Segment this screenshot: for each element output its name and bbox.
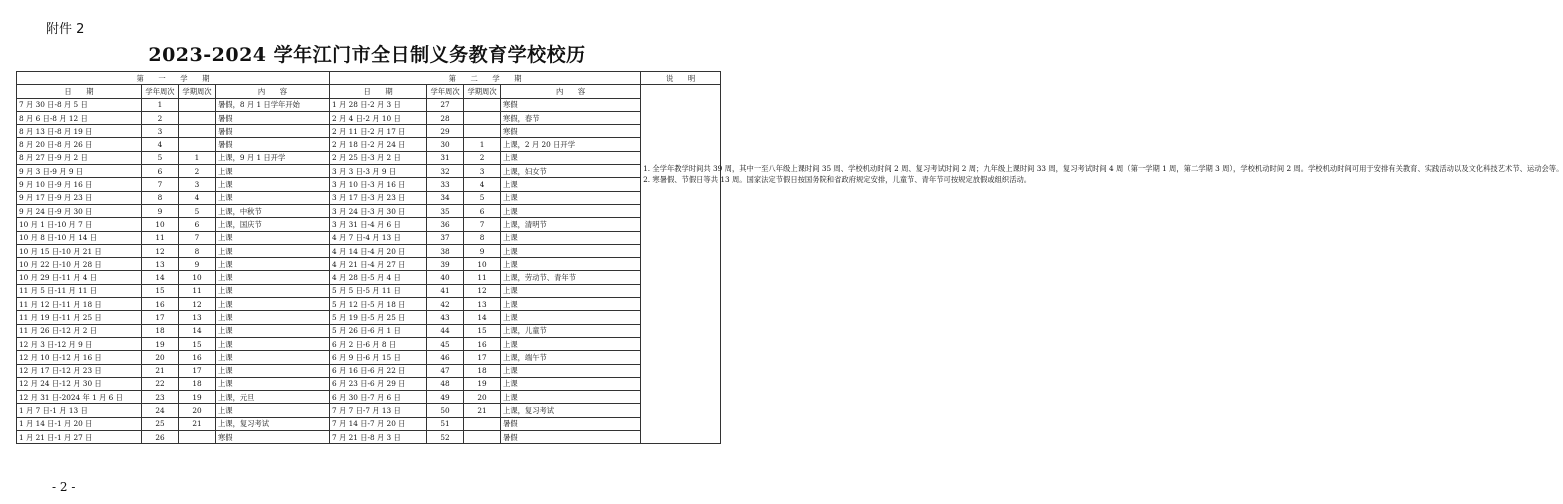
content-term2: 上课 <box>501 178 641 191</box>
content-term2: 上课 <box>501 191 641 204</box>
term-week-term1: 17 <box>179 364 216 377</box>
col-date-term1: 日 期 <box>17 85 142 98</box>
term-week-term2: 17 <box>464 351 501 364</box>
date-term1: 9 月 3 日-9 月 9 日 <box>17 165 142 178</box>
term-week-term1: 19 <box>179 391 216 404</box>
year-week-term1: 1 <box>142 98 179 111</box>
content-term1: 上课 <box>216 231 330 244</box>
year-week-term2: 39 <box>427 258 464 271</box>
note-cell <box>641 85 1563 444</box>
year-week-term2: 38 <box>427 244 464 257</box>
date-term1: 11 月 19 日-11 月 25 日 <box>17 311 142 324</box>
year-week-term1: 21 <box>142 364 179 377</box>
term-week-term1: 14 <box>179 324 216 337</box>
table-row <box>17 337 721 350</box>
table-row <box>17 151 721 164</box>
date-term2: 5 月 12 日-5 月 18 日 <box>330 298 427 311</box>
year-week-term1: 5 <box>142 151 179 164</box>
content-term1: 上课，复习考试 <box>216 417 330 430</box>
content-term1: 上课，中秋节 <box>216 204 330 217</box>
school-calendar-table <box>16 71 1563 444</box>
year-week-term1: 10 <box>142 218 179 231</box>
term-week-term1 <box>179 125 216 138</box>
date-term2: 5 月 5 日-5 月 11 日 <box>330 284 427 297</box>
table-row <box>17 298 721 311</box>
year-week-term2: 44 <box>427 324 464 337</box>
year-week-term1: 11 <box>142 231 179 244</box>
content-term2: 寒假 <box>501 125 641 138</box>
term-week-term2: 19 <box>464 377 501 390</box>
date-term1: 8 月 6 日-8 月 12 日 <box>17 111 142 124</box>
date-term2: 7 月 21 日-8 月 3 日 <box>330 431 427 444</box>
term-week-term1: 9 <box>179 258 216 271</box>
term-week-term2: 12 <box>464 284 501 297</box>
content-term1: 暑假 <box>216 111 330 124</box>
content-term2: 寒假 <box>501 98 641 111</box>
content-term2: 上课 <box>501 311 641 324</box>
year-week-term1: 12 <box>142 244 179 257</box>
content-term2: 上课 <box>501 298 641 311</box>
term-week-term2: 14 <box>464 311 501 324</box>
term-week-term1: 15 <box>179 337 216 350</box>
table-row <box>17 258 721 271</box>
col-term-week-term1: 学期周次 <box>179 85 216 98</box>
table-row <box>17 204 721 217</box>
term-week-term2: 3 <box>464 165 501 178</box>
date-term1: 10 月 29 日-11 月 4 日 <box>17 271 142 284</box>
content-term1: 上课 <box>216 377 330 390</box>
date-term1: 10 月 8 日-10 月 14 日 <box>17 231 142 244</box>
term-week-term2: 10 <box>464 258 501 271</box>
term-week-term1: 20 <box>179 404 216 417</box>
term-week-term2 <box>464 417 501 430</box>
term-week-term1: 3 <box>179 178 216 191</box>
term-week-term2: 1 <box>464 138 501 151</box>
term-week-term2: 15 <box>464 324 501 337</box>
date-term1: 9 月 17 日-9 月 23 日 <box>17 191 142 204</box>
year-week-term1: 20 <box>142 351 179 364</box>
date-term2: 4 月 14 日-4 月 20 日 <box>330 244 427 257</box>
content-term2: 寒假，春节 <box>501 111 641 124</box>
year-week-term2: 48 <box>427 377 464 390</box>
table-row <box>17 431 721 444</box>
content-term1: 上课 <box>216 165 330 178</box>
date-term2: 1 月 28 日-2 月 3 日 <box>330 98 427 111</box>
date-term1: 1 月 7 日-1 月 13 日 <box>17 404 142 417</box>
content-term2: 上课，端午节 <box>501 351 641 364</box>
year-week-term1: 2 <box>142 111 179 124</box>
col-year-week-term2: 学年周次 <box>427 85 464 98</box>
year-week-term2: 50 <box>427 404 464 417</box>
date-term1: 10 月 15 日-10 月 21 日 <box>17 244 142 257</box>
content-term1: 暑假 <box>216 125 330 138</box>
year-week-term2: 51 <box>427 417 464 430</box>
content-term1: 上课 <box>216 324 330 337</box>
table-row <box>17 284 721 297</box>
term-week-term2 <box>464 125 501 138</box>
table-row <box>17 191 721 204</box>
date-term1: 1 月 14 日-1 月 20 日 <box>17 417 142 430</box>
term-week-term1: 5 <box>179 204 216 217</box>
content-term2: 暑假 <box>501 431 641 444</box>
date-term1: 10 月 22 日-10 月 28 日 <box>17 258 142 271</box>
term-week-term2: 8 <box>464 231 501 244</box>
date-term1: 9 月 24 日-9 月 30 日 <box>17 204 142 217</box>
date-term1: 11 月 5 日-11 月 11 日 <box>17 284 142 297</box>
year-week-term2: 42 <box>427 298 464 311</box>
page-title: 2023-2024 学年江门市全日制义务教育学校校历 <box>148 44 586 66</box>
date-term2: 3 月 17 日-3 月 23 日 <box>330 191 427 204</box>
date-term1: 8 月 27 日-9 月 2 日 <box>17 151 142 164</box>
year-week-term1: 23 <box>142 391 179 404</box>
date-term2: 4 月 21 日-4 月 27 日 <box>330 258 427 271</box>
term-week-term1: 11 <box>179 284 216 297</box>
year-week-term2: 34 <box>427 191 464 204</box>
content-term1: 上课，元旦 <box>216 391 330 404</box>
content-term1: 上课 <box>216 258 330 271</box>
date-term2: 3 月 10 日-3 月 16 日 <box>330 178 427 191</box>
content-term2: 上课 <box>501 204 641 217</box>
year-week-term2: 49 <box>427 391 464 404</box>
content-term2: 上课 <box>501 244 641 257</box>
term-week-term2 <box>464 98 501 111</box>
term2-header: 第 二 学 期 <box>330 72 641 85</box>
content-term1: 上课 <box>216 284 330 297</box>
date-term1: 11 月 26 日-12 月 2 日 <box>17 324 142 337</box>
year-week-term2: 27 <box>427 98 464 111</box>
col-content-term2: 内 容 <box>501 85 641 98</box>
content-term1: 上课 <box>216 351 330 364</box>
date-term2: 2 月 11 日-2 月 17 日 <box>330 125 427 138</box>
content-term1: 暑假 <box>216 138 330 151</box>
date-term2: 6 月 23 日-6 月 29 日 <box>330 377 427 390</box>
date-term2: 6 月 30 日-7 月 6 日 <box>330 391 427 404</box>
year-week-term2: 52 <box>427 431 464 444</box>
page-number: - 2 - <box>52 480 76 494</box>
content-term1: 上课 <box>216 271 330 284</box>
table-row <box>17 231 721 244</box>
table-row <box>17 351 721 364</box>
year-week-term1: 13 <box>142 258 179 271</box>
date-term1: 11 月 12 日-11 月 18 日 <box>17 298 142 311</box>
content-term2: 上课 <box>501 231 641 244</box>
content-term1: 上课 <box>216 178 330 191</box>
year-week-term2: 28 <box>427 111 464 124</box>
content-term1: 上课 <box>216 244 330 257</box>
date-term2: 2 月 25 日-3 月 2 日 <box>330 151 427 164</box>
table-row <box>17 111 721 124</box>
date-term1: 10 月 1 日-10 月 7 日 <box>17 218 142 231</box>
year-week-term2: 46 <box>427 351 464 364</box>
attachment-label: 附件 2 <box>46 22 85 37</box>
date-term2: 6 月 16 日-6 月 22 日 <box>330 364 427 377</box>
term-week-term2: 5 <box>464 191 501 204</box>
table-row <box>17 98 721 111</box>
content-term2: 上课，清明节 <box>501 218 641 231</box>
content-term2: 上课 <box>501 377 641 390</box>
table-row <box>17 244 721 257</box>
table-row <box>17 377 721 390</box>
term-week-term2: 6 <box>464 204 501 217</box>
content-term2: 上课，劳动节、青年节 <box>501 271 641 284</box>
year-week-term2: 47 <box>427 364 464 377</box>
note-header: 说 明 <box>641 72 721 85</box>
term-week-term2 <box>464 431 501 444</box>
content-term2: 上课 <box>501 151 641 164</box>
note-item-1: 1. 全学年教学时间共 39 周，其中一至八年级上课时间 35 周、学校机动时间 2 周、复习考试时间 2 周；九年级上课时间 33 周，复习考试时间 4 周（第一学期 1 周，第二学期 3 周），学校机动时间 2 周。学校机动时间可用于安排有关教育、实践活动以及文化科技艺术节、运动会等。 <box>643 164 1563 174</box>
date-term1: 1 月 21 日-1 月 27 日 <box>17 431 142 444</box>
date-term2: 5 月 26 日-6 月 1 日 <box>330 324 427 337</box>
content-term2: 上课 <box>501 258 641 271</box>
term-week-term1: 18 <box>179 377 216 390</box>
year-week-term1: 22 <box>142 377 179 390</box>
content-term1: 上课 <box>216 337 330 350</box>
date-term2: 2 月 4 日-2 月 10 日 <box>330 111 427 124</box>
content-term1: 上课，国庆节 <box>216 218 330 231</box>
col-content-term1: 内 容 <box>216 85 330 98</box>
term-week-term1 <box>179 98 216 111</box>
table-row <box>17 165 721 178</box>
content-term2: 暑假 <box>501 417 641 430</box>
table-row <box>17 138 721 151</box>
year-week-term2: 41 <box>427 284 464 297</box>
table-row <box>17 311 721 324</box>
term-week-term1: 8 <box>179 244 216 257</box>
date-term2: 5 月 19 日-5 月 25 日 <box>330 311 427 324</box>
year-week-term2: 30 <box>427 138 464 151</box>
date-term2: 3 月 24 日-3 月 30 日 <box>330 204 427 217</box>
content-term1: 暑假，8 月 1 日学年开始 <box>216 98 330 111</box>
date-term2: 2 月 18 日-2 月 24 日 <box>330 138 427 151</box>
table-row <box>17 271 721 284</box>
year-week-term2: 29 <box>427 125 464 138</box>
date-term1: 9 月 10 日-9 月 16 日 <box>17 178 142 191</box>
year-week-term1: 14 <box>142 271 179 284</box>
content-term2: 上课 <box>501 364 641 377</box>
term-week-term1: 12 <box>179 298 216 311</box>
term-week-term1: 21 <box>179 417 216 430</box>
content-term1: 上课 <box>216 364 330 377</box>
date-term1: 7 月 30 日-8 月 5 日 <box>17 98 142 111</box>
date-term1: 8 月 20 日-8 月 26 日 <box>17 138 142 151</box>
content-term2: 上课，2 月 20 日开学 <box>501 138 641 151</box>
term-week-term2: 11 <box>464 271 501 284</box>
date-term2: 4 月 28 日-5 月 4 日 <box>330 271 427 284</box>
date-term1: 12 月 10 日-12 月 16 日 <box>17 351 142 364</box>
content-term2: 上课，复习考试 <box>501 404 641 417</box>
term-week-term1: 4 <box>179 191 216 204</box>
col-date-term2: 日 期 <box>330 85 427 98</box>
content-term1: 上课 <box>216 311 330 324</box>
year-week-term1: 4 <box>142 138 179 151</box>
table-row <box>17 125 721 138</box>
term-week-term2: 20 <box>464 391 501 404</box>
term-week-term2: 21 <box>464 404 501 417</box>
content-term1: 上课 <box>216 404 330 417</box>
content-term2: 上课 <box>501 391 641 404</box>
year-week-term2: 36 <box>427 218 464 231</box>
term-week-term2 <box>464 111 501 124</box>
year-week-term2: 31 <box>427 151 464 164</box>
content-term2: 上课 <box>501 337 641 350</box>
term-week-term1: 10 <box>179 271 216 284</box>
year-week-term1: 7 <box>142 178 179 191</box>
content-term2: 上课，儿童节 <box>501 324 641 337</box>
term-week-term2: 7 <box>464 218 501 231</box>
table-row <box>17 417 721 430</box>
col-year-week-term1: 学年周次 <box>142 85 179 98</box>
year-week-term1: 25 <box>142 417 179 430</box>
year-week-term1: 8 <box>142 191 179 204</box>
term-week-term1 <box>179 138 216 151</box>
date-term2: 7 月 7 日-7 月 13 日 <box>330 404 427 417</box>
year-week-term1: 16 <box>142 298 179 311</box>
term-week-term2: 2 <box>464 151 501 164</box>
date-term2: 6 月 9 日-6 月 15 日 <box>330 351 427 364</box>
term-week-term1: 1 <box>179 151 216 164</box>
term-week-term1 <box>179 111 216 124</box>
year-week-term2: 43 <box>427 311 464 324</box>
date-term2: 6 月 2 日-6 月 8 日 <box>330 337 427 350</box>
year-week-term1: 24 <box>142 404 179 417</box>
col-term-week-term2: 学期周次 <box>464 85 501 98</box>
table-row <box>17 364 721 377</box>
content-term1: 上课 <box>216 298 330 311</box>
term-week-term1: 13 <box>179 311 216 324</box>
year-week-term1: 15 <box>142 284 179 297</box>
content-term1: 上课，9 月 1 日开学 <box>216 151 330 164</box>
term1-header: 第 一 学 期 <box>17 72 330 85</box>
date-term1: 8 月 13 日-8 月 19 日 <box>17 125 142 138</box>
date-term2: 3 月 3 日-3 月 9 日 <box>330 165 427 178</box>
date-term1: 12 月 24 日-12 月 30 日 <box>17 377 142 390</box>
date-term1: 12 月 31 日-2024 年 1 月 6 日 <box>17 391 142 404</box>
table-row <box>17 404 721 417</box>
content-term1: 上课 <box>216 191 330 204</box>
year-week-term2: 32 <box>427 165 464 178</box>
year-week-term1: 9 <box>142 204 179 217</box>
content-term2: 上课，妇女节 <box>501 165 641 178</box>
year-week-term2: 33 <box>427 178 464 191</box>
note-item-2: 2. 寒暑假、节假日等共 13 周。国家法定节假日按国务院和省政府规定安排，儿童节、青年节可按规定放假或组织活动。 <box>643 175 1032 185</box>
year-week-term1: 17 <box>142 311 179 324</box>
date-term1: 12 月 17 日-12 月 23 日 <box>17 364 142 377</box>
term-week-term1: 2 <box>179 165 216 178</box>
year-week-term1: 18 <box>142 324 179 337</box>
term-week-term2: 16 <box>464 337 501 350</box>
table-row <box>17 218 721 231</box>
year-week-term1: 6 <box>142 165 179 178</box>
term-week-term1 <box>179 431 216 444</box>
year-week-term2: 37 <box>427 231 464 244</box>
table-row <box>17 324 721 337</box>
year-week-term1: 26 <box>142 431 179 444</box>
date-term1: 12 月 3 日-12 月 9 日 <box>17 337 142 350</box>
year-week-term2: 40 <box>427 271 464 284</box>
year-week-term1: 19 <box>142 337 179 350</box>
year-week-term2: 45 <box>427 337 464 350</box>
term-week-term2: 4 <box>464 178 501 191</box>
content-term1: 寒假 <box>216 431 330 444</box>
table-row <box>17 178 721 191</box>
date-term2: 4 月 7 日-4 月 13 日 <box>330 231 427 244</box>
term-week-term2: 13 <box>464 298 501 311</box>
term-week-term2: 18 <box>464 364 501 377</box>
term-week-term1: 16 <box>179 351 216 364</box>
year-week-term1: 3 <box>142 125 179 138</box>
date-term2: 7 月 14 日-7 月 20 日 <box>330 417 427 430</box>
year-week-term2: 35 <box>427 204 464 217</box>
term-week-term1: 6 <box>179 218 216 231</box>
date-term2: 3 月 31 日-4 月 6 日 <box>330 218 427 231</box>
term-week-term2: 9 <box>464 244 501 257</box>
term-week-term1: 7 <box>179 231 216 244</box>
table-row <box>17 391 721 404</box>
content-term2: 上课 <box>501 284 641 297</box>
